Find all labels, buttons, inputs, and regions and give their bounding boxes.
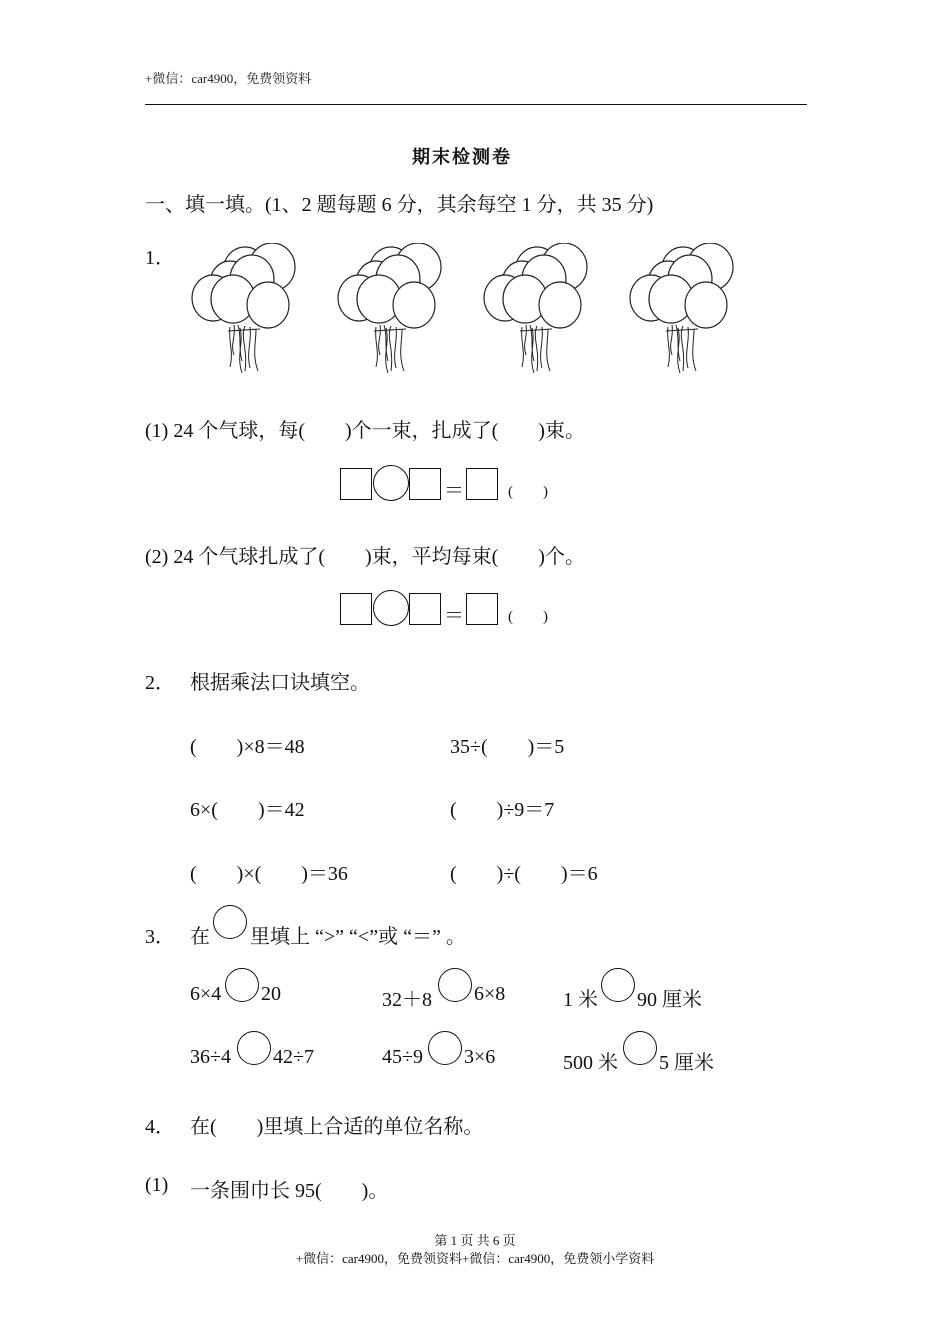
section1-heading: 一、填一填。(1、2 题每题 6 分，其余每空 1 分，共 35 分): [145, 194, 654, 216]
compare-circle[interactable]: [623, 1031, 657, 1065]
footer-watermark: +微信：car4900，免费领资料+微信：car4900，免费领小学资料: [295, 1251, 655, 1266]
compare-left: 45÷9: [382, 1046, 423, 1068]
q2-number: 2．: [145, 672, 175, 694]
q3-text-b: 里填上 “>” “<”或 “＝” 。: [250, 926, 466, 948]
page-title: 期末检测卷: [412, 147, 512, 167]
compare-circle[interactable]: [225, 968, 259, 1002]
balloon-bunch-icon: [628, 243, 748, 378]
q4-number: 4．: [145, 1116, 175, 1138]
q2-item: ( )×( )＝36: [190, 863, 348, 885]
header-watermark: +微信：car4900，免费领资料: [145, 71, 312, 86]
q2-text: 根据乘法口诀填空。: [190, 672, 370, 694]
compare-circle[interactable]: [438, 968, 472, 1002]
q2-item: 6×( )＝42: [190, 799, 305, 821]
q3-text-a: 在: [190, 926, 210, 948]
compare-left: 36÷4: [190, 1046, 231, 1068]
answer-box[interactable]: [466, 593, 498, 625]
q3-number: 3．: [145, 926, 175, 948]
compare-circle-icon: [213, 905, 247, 939]
compare-left: 500 米: [563, 1052, 618, 1074]
balloon-bunch-icon: [336, 243, 456, 378]
header-divider: [145, 104, 807, 105]
q4-sub1-text: 一条围巾长 95( )。: [190, 1180, 389, 1202]
balloon-bunch-icon: [482, 243, 602, 378]
compare-circle[interactable]: [237, 1031, 271, 1065]
compare-right: 90 厘米: [637, 989, 702, 1011]
answer-box[interactable]: [340, 468, 372, 500]
answer-box[interactable]: [409, 468, 441, 500]
q2-item: ( )×8＝48: [190, 736, 305, 758]
compare-left: 32＋8: [382, 989, 432, 1011]
q4-sub1-number: (1): [145, 1174, 169, 1196]
equals-sign: ＝: [444, 480, 464, 502]
page-number: 第 1 页 共 6 页: [434, 1233, 516, 1248]
answer-box[interactable]: [409, 593, 441, 625]
compare-left: 1 米: [563, 989, 598, 1011]
compare-right: 20: [261, 983, 281, 1005]
compare-circle[interactable]: [601, 968, 635, 1002]
compare-right: 5 厘米: [659, 1052, 714, 1074]
q2-item: ( )÷9＝7: [450, 799, 555, 821]
compare-right: 6×8: [474, 983, 506, 1005]
answer-box[interactable]: [340, 593, 372, 625]
q4-text: 在( )里填上合适的单位名称。: [190, 1116, 484, 1138]
q1-number: 1．: [145, 247, 175, 269]
operator-circle[interactable]: [373, 590, 409, 626]
compare-right: 3×6: [464, 1046, 496, 1068]
compare-circle[interactable]: [428, 1031, 462, 1065]
q2-item: ( )÷( )＝6: [450, 863, 598, 885]
unit-paren[interactable]: ( ): [508, 484, 548, 500]
q2-item: 35÷( )＝5: [450, 736, 565, 758]
operator-circle[interactable]: [373, 465, 409, 501]
q1-part1-text: (1) 24 个气球，每( )个一束，扎成了( )束。: [145, 420, 585, 442]
q1-part2-text: (2) 24 个气球扎成了( )束，平均每束( )个。: [145, 546, 585, 568]
compare-right: 42÷7: [273, 1046, 314, 1068]
compare-left: 6×4: [190, 983, 222, 1005]
answer-box[interactable]: [466, 468, 498, 500]
unit-paren[interactable]: ( ): [508, 609, 548, 625]
equals-sign: ＝: [444, 605, 464, 627]
balloon-bunch-icon: [190, 243, 310, 378]
